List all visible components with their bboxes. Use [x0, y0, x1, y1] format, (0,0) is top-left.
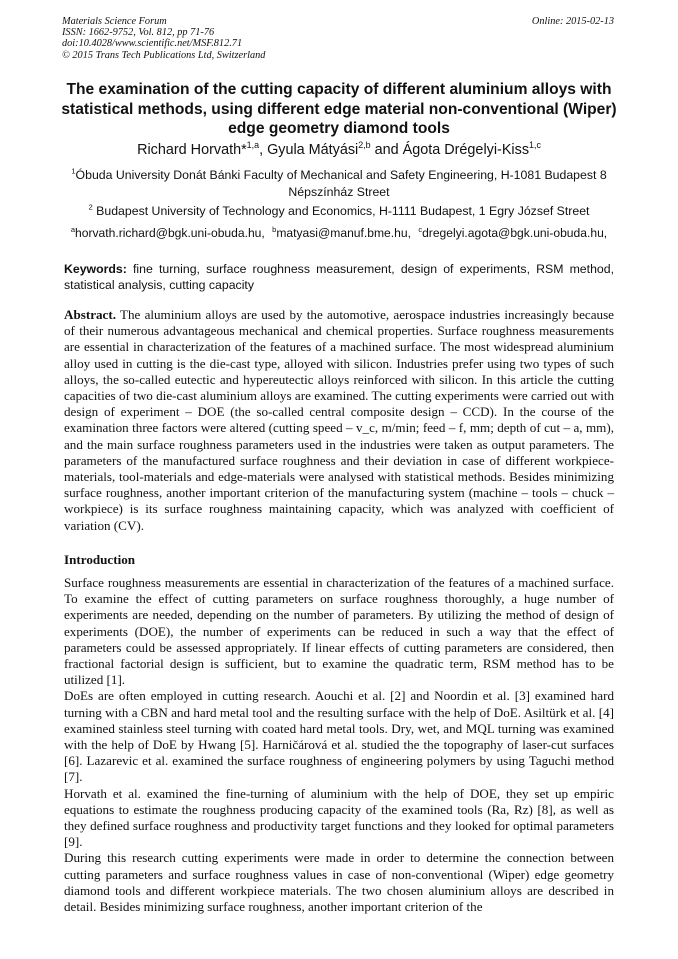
author-affiliation-mark: 2,b: [358, 139, 371, 150]
email-entry: [272, 226, 411, 240]
affiliation-text: Óbuda University Donát Bánki Faculty of Mechanical and Safety Engineering, H-1081 Budapest 8 Népszínház Street: [75, 168, 607, 199]
keywords: [64, 261, 614, 294]
journal-copyright: © 2015 Trans Tech Publications Ltd, Switzerland: [62, 49, 266, 61]
journal-doi: doi:10.4028/www.scientific.net/MSF.812.71: [62, 38, 243, 50]
author-name: Gyula Mátyási: [267, 142, 359, 158]
introduction-body: [64, 575, 614, 915]
author-separator: and: [370, 142, 403, 158]
author-emails: [60, 225, 618, 241]
journal-name: Materials Science Forum: [62, 16, 167, 27]
email-address: horvath.richard@bgk.uni-obuda.hu,: [75, 226, 265, 240]
affiliation-1: [60, 167, 618, 200]
paragraph: Horvath et al. examined the fine-turning of aluminium with the help of DOE, they set up empiric equations to estimate the roughness producing capacity of the examined tools (Ra, Rz) [8], as well as they defined surface roughness and productivity target functions and they looked for optimal parameters [9].: [64, 785, 614, 850]
paragraph: DoEs are often employed in cutting research. Aouchi et al. [2] and Noordin et al. [3] examined hard turning with a CBN and hard metal tool and the resulting surface with the help of DoE. Asiltürk et al. [4] examined stainless steel turning with coated hard metal tools. Dry, wet, and MQL turning was examined with the help of DoE by Hwang [5]. Harničárová et al. studied the the topography of laser-cut surfaces [6]. Lazarevic et al. examined the surface roughness of engineering polymers by using Taguchi method [7].: [64, 688, 614, 785]
author-affiliation-mark: 1,c: [529, 139, 541, 150]
journal-issn: ISSN: 1662-9752, Vol. 812, pp 71-76: [62, 27, 215, 39]
email-mark: a: [70, 224, 75, 234]
email-mark: c: [418, 224, 423, 234]
author-name: Richard Horvath*: [137, 142, 247, 158]
section-heading-introduction: Introduction: [64, 552, 136, 567]
email-mark: b: [272, 224, 277, 234]
email-entry: [418, 226, 607, 240]
email-address: matyasi@manuf.bme.hu,: [276, 226, 411, 240]
online-date: Online: 2015-02-13: [531, 16, 614, 27]
email-address: dregelyi.agota@bgk.uni-obuda.hu,: [422, 226, 608, 240]
author-affiliation-mark: 1,a: [246, 139, 260, 150]
abstract-label: Abstract.: [64, 307, 116, 322]
email-entry: [71, 226, 265, 240]
paragraph: During this research cutting experiments were made in order to determine the connection between cutting parameters and surface roughness values in case of non-conventional (Wiper) edge geometry diamond tools and different workpiece materials. The two chosen aluminium alloys are described in detail. Besides minimizing surface roughness, another important criterion of the: [64, 850, 614, 915]
journal-metadata: [62, 16, 442, 61]
author-name: Ágota Drégelyi-Kiss: [402, 142, 530, 158]
author-separator: ,: [259, 142, 268, 158]
author-list: [60, 141, 618, 159]
affiliation-number: 2: [88, 202, 93, 212]
paragraph: Surface roughness measurements are essential in characterization of the features of a machined surface. To examine the effect of cutting parameters on surface roughness thoroughly, a huge number of experiments are needed, depending on the number of parameters. By utilizing the method of design of experiments (DOE), the number of experiments can be reduced in such a way that the effect of parameters could be assessed appropriately. If linear effects of cutting parameters are considered, then fractional factorial design is sufficient, but to examine the quadratic term, RSM method has to be utilized [1].: [64, 575, 614, 688]
keywords-text: fine turning, surface roughness measurement, design of experiments, RSM method, statistical analysis, cutting capacity: [64, 262, 614, 293]
keywords-label: Keywords:: [64, 262, 127, 276]
abstract: [64, 307, 614, 534]
affiliation-text: Budapest University of Technology and Economics, H-1111 Budapest, 1 Egry József Street: [92, 204, 590, 218]
affiliation-2: [60, 203, 618, 220]
paper-title: The examination of the cutting capacity of different aluminium alloys with statistical methods, using different edge material non-conventional (Wiper) edge geometry diamond tools: [61, 81, 617, 137]
abstract-text: The aluminium alloys are used by the automotive, aerospace industries increasingly because of their numerous advantageous mechanical and chemical properties. Surface roughness measurements are essential in characterization of the features of a machined surface. The most widespread aluminium alloy used in cutting is the die-cast type, alloyed with silicon. Industries prefer using two types of such alloys, the so-called eutectic and hypereutectic alloys reinforced with silicon. In this article the cutting capacities of two die-cast aluminium alloys are examined. The cutting experiments were carried out with design of experiment – DOE (the so-called central composite design – CCD). In the course of the examination three factors were altered (cutting speed – v_c, m/min; feed – f, mm; depth of cut – a, mm), and the main surface roughness parameters used in the industries were taken as output parameters. The parameters of the manufactured surface roughness and their deviation in case of different workpiece-materials, tool-materials and edge-materials were analysed with statistical methods. Besides minimizing surface roughness, another important criterion of the manufacturing system (machine – tools – chuck – workpiece) is its surface roughness maintaining capacity, which was analyzed with coefficient of variation (CV).: [64, 307, 614, 533]
affiliation-number: 1: [71, 166, 76, 176]
